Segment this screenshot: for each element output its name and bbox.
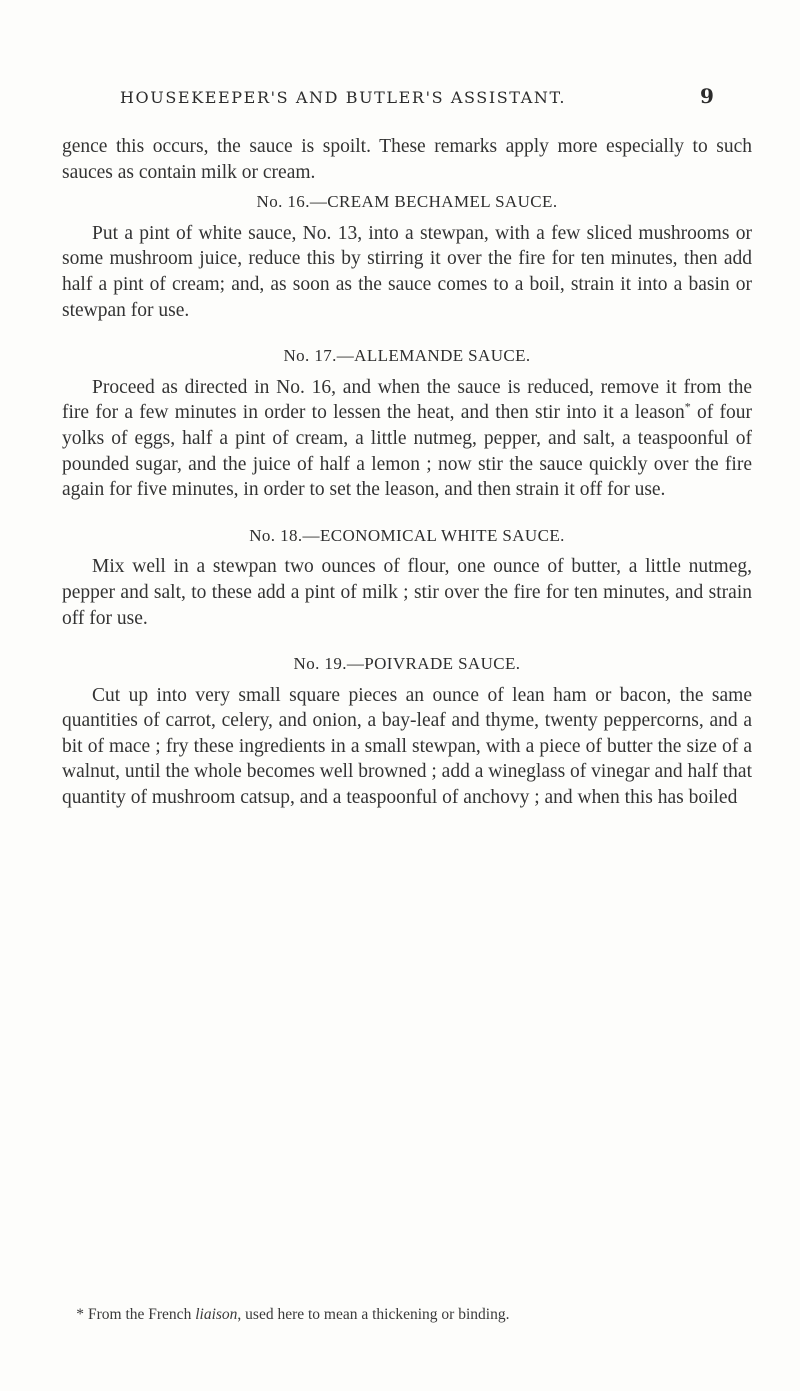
section-text-19: Cut up into very small square pieces an ounce of lean ham or bacon, the same quantities of carrot, celery, and onion, a bay-leaf and thyme, twenty peppercorns, and a bit of mace ; fry these ingredients in a small stewpan, with a piece of butter the size of a walnut, until the whole becomes well browned ; add a wineglass of vinegar and half that quantity of mushroom catsup, and a teaspoonful of anchovy ; and when this has boiled [62, 684, 752, 809]
section-heading-19: No. 19.—POIVRADE SAUCE. [293, 654, 521, 674]
section-text-17-part-2: of four yolks of eggs, half a pint of cream, a little nutmeg, pepper, and salt, a teaspoonful of pounded sugar, and the juice of half a lemon ; now stir the sauce quickly over the fire again for five minutes, in order to set the leason, and then strain it off for use. [62, 402, 753, 501]
section-heading-16: No. 16.—CREAM BECHAMEL SAUCE. [256, 192, 558, 212]
section-heading-18: No. 18.—ECONOMICAL WHITE SAUCE. [249, 525, 565, 545]
page-number: 9 [700, 84, 714, 108]
footnote-text-after: , used here to mean a thickening or binding. [237, 1306, 510, 1323]
section-text-16: Put a pint of white sauce, No. 13, into a stewpan, with a few sliced mushrooms or some mushroom juice, reduce this by stirring it over the fire for ten minutes, then add half a pint of cream; and, as soon as the sauce comes to a boil, strain it into a basin or stewpan for use. [62, 222, 752, 321]
running-head: HOUSEKEEPER'S AND BUTLER'S ASSISTANT. [120, 88, 567, 107]
footnote-marker: * [76, 1306, 84, 1323]
intro-paragraph: gence this occurs, the sauce is spoilt. These remarks apply more especially to such sauces as contain milk or cream. [62, 136, 752, 183]
footnote-term: liaison [195, 1306, 238, 1323]
section-text-17 [62, 375, 752, 503]
footnote [62, 1305, 752, 1325]
page-body [62, 134, 752, 811]
section-heading-17: No. 17.—ALLEMANDE SAUCE. [283, 346, 531, 366]
footnote-reference[interactable]: * [684, 399, 691, 414]
section-text-18: Mix well in a stewpan two ounces of flour, one ounce of butter, a little nutmeg, pepper and salt, to these add a pint of milk ; stir over the fire for ten minutes, and strain off for use. [62, 556, 752, 629]
footnote-text-before: From the French [88, 1306, 196, 1323]
section-text-17-part-1: Proceed as directed in No. 16, and when the sauce is reduced, remove it from the fire for a few minutes in order to lessen the heat, and then stir into it a leason [62, 376, 752, 424]
